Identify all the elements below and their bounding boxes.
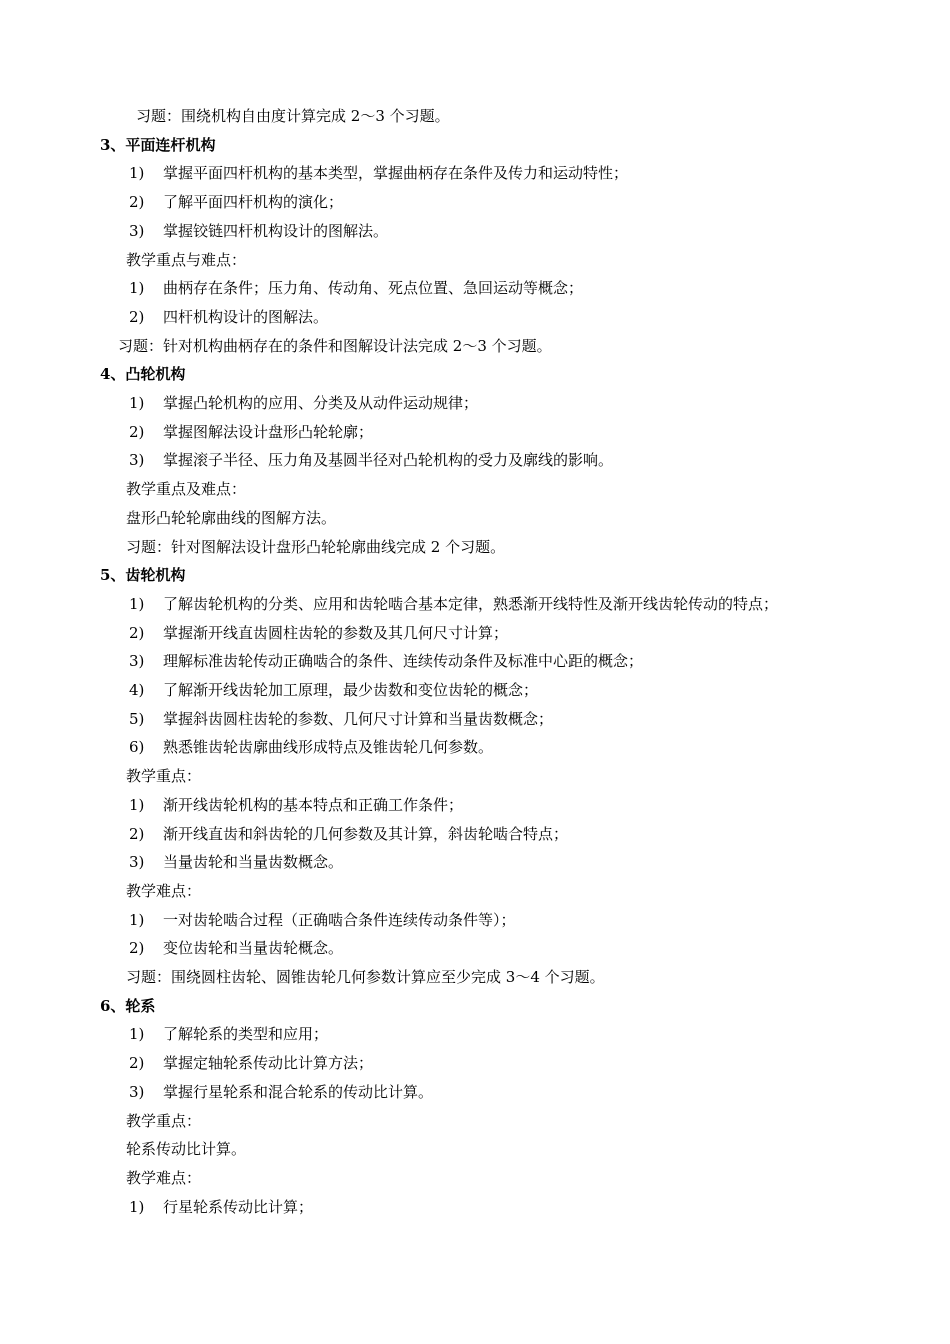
list-item: [0, 934, 950, 962]
list-item: [0, 619, 950, 647]
list-item: [0, 705, 950, 733]
list-item-number: 3): [129, 221, 145, 240]
list-item-number: 1): [129, 594, 145, 613]
list-item: [0, 303, 950, 331]
list-item-text: 四杆机构设计的图解法。: [163, 307, 329, 326]
list-item-text: 掌握铰链四杆机构设计的图解法。: [163, 221, 389, 240]
list-item-number: 3): [129, 652, 145, 671]
list-item: [0, 733, 950, 761]
list-item-number: 1): [129, 1197, 145, 1216]
list-item: [0, 848, 950, 876]
list-item: [0, 446, 950, 474]
list-item-text: 熟悉锥齿轮齿廓曲线形成特点及锥齿轮几何参数。: [163, 738, 494, 757]
paragraph-line: 教学难点：: [126, 881, 202, 900]
list-item-text: 掌握斜齿圆柱齿轮的参数、几何尺寸计算和当量齿数概念；: [163, 709, 554, 728]
list-item-number: 3): [129, 853, 145, 872]
list-item: [0, 1078, 950, 1106]
paragraph-line: 教学重点：: [126, 1111, 202, 1130]
list-item-number: 4): [129, 681, 145, 699]
list-item-number: 1): [129, 1025, 145, 1044]
list-item-text: 了解轮系的类型和应用；: [163, 1025, 329, 1044]
list-item-text: 了解平面四杆机构的演化；: [163, 193, 344, 212]
list-item-number: 2): [129, 422, 145, 441]
paragraph-line: 习题：围绕机构自由度计算完成 2～3 个习题。: [136, 107, 450, 125]
list-item-number: 2): [129, 307, 145, 326]
paragraph-line: 盘形凸轮轮廓曲线的图解方法。: [126, 508, 337, 527]
list-item-text: 行星轮系传动比计算；: [163, 1197, 314, 1216]
list-item-number: 1): [129, 164, 145, 183]
list-item-text: 掌握凸轮机构的应用、分类及从动件运动规律；: [163, 394, 479, 412]
list-item: [0, 647, 950, 675]
section-heading: 3、平面连杆机构: [100, 135, 216, 154]
list-item-number: 3): [129, 1082, 145, 1101]
list-item-number: 1): [129, 279, 145, 298]
paragraph-line: 教学重点与难点：: [126, 250, 247, 269]
list-item: [0, 159, 950, 187]
list-item-number: 2): [129, 623, 145, 642]
list-item: [0, 906, 950, 934]
list-item: [0, 217, 950, 245]
paragraph-line: 习题：针对机构曲柄存在的条件和图解设计法完成 2～3 个习题。: [118, 336, 552, 355]
paragraph-line: 习题：针对图解法设计盘形凸轮轮廓曲线完成 2 个习题。: [126, 537, 506, 556]
list-item: [0, 676, 950, 704]
list-item-number: 2): [129, 939, 145, 958]
list-item-number: 5): [129, 709, 145, 728]
list-item-text: 变位齿轮和当量齿轮概念。: [163, 939, 344, 958]
list-item: [0, 590, 950, 618]
list-item: [0, 791, 950, 819]
list-item-number: 1): [129, 394, 145, 412]
list-item-number: 2): [129, 824, 145, 843]
list-item: [0, 274, 950, 302]
list-item: [0, 188, 950, 216]
list-item: [0, 1049, 950, 1077]
list-item-text: 掌握图解法设计盘形凸轮轮廓；: [163, 422, 374, 441]
section-heading: 4、凸轮机构: [100, 365, 186, 384]
list-item-text: 一对齿轮啮合过程（正确啮合条件连续传动条件等）；: [163, 910, 516, 929]
list-item: [0, 389, 950, 417]
list-item-number: 3): [129, 451, 145, 470]
paragraph-line: 习题：围绕圆柱齿轮、圆锥齿轮几何参数计算应至少完成 3～4 个习题。: [126, 968, 605, 986]
list-item-text: 掌握行星轮系和混合轮系的传动比计算。: [163, 1082, 434, 1101]
list-item-number: 1): [129, 910, 145, 929]
list-item-text: 当量齿轮和当量齿数概念。: [163, 853, 344, 872]
list-item-text: 渐开线直齿和斜齿轮的几何参数及其计算，斜齿轮啮合特点；: [163, 824, 569, 843]
list-item: [0, 820, 950, 848]
list-item-text: 理解标准齿轮传动正确啮合的条件、连续传动条件及标准中心距的概念；: [163, 652, 644, 671]
paragraph-line: 轮系传动比计算。: [126, 1140, 247, 1159]
list-item-text: 渐开线齿轮机构的基本特点和正确工作条件；: [163, 795, 464, 814]
paragraph-line: 教学重点：: [126, 767, 202, 786]
list-item-number: 6): [129, 738, 145, 757]
list-item-text: 了解齿轮机构的分类、应用和齿轮啮合基本定律，熟悉渐开线特性及渐开线齿轮传动的特点；: [163, 594, 779, 613]
section-heading: 5、齿轮机构: [100, 566, 186, 585]
list-item-number: 1): [129, 795, 145, 814]
list-item: [0, 418, 950, 446]
list-item-text: 掌握平面四杆机构的基本类型，掌握曲柄存在条件及传力和运动特性；: [163, 164, 629, 183]
list-item-text: 曲柄存在条件；压力角、传动角、死点位置、急回运动等概念；: [163, 279, 584, 298]
list-item-number: 2): [129, 1054, 145, 1073]
paragraph-line: 教学难点：: [126, 1168, 202, 1187]
list-item-text: 掌握滚子半径、压力角及基圆半径对凸轮机构的受力及廓线的影响。: [163, 451, 614, 470]
list-item-text: 掌握渐开线直齿圆柱齿轮的参数及其几何尺寸计算；: [163, 623, 509, 642]
list-item: [0, 1020, 950, 1048]
section-heading: 6、轮系: [100, 996, 156, 1015]
list-item-number: 2): [129, 193, 145, 212]
list-item-text: 了解渐开线齿轮加工原理，最少齿数和变位齿轮的概念；: [163, 681, 539, 699]
list-item-text: 掌握定轴轮系传动比计算方法；: [163, 1054, 374, 1073]
list-item: [0, 1193, 950, 1221]
paragraph-line: 教学重点及难点：: [126, 480, 247, 499]
